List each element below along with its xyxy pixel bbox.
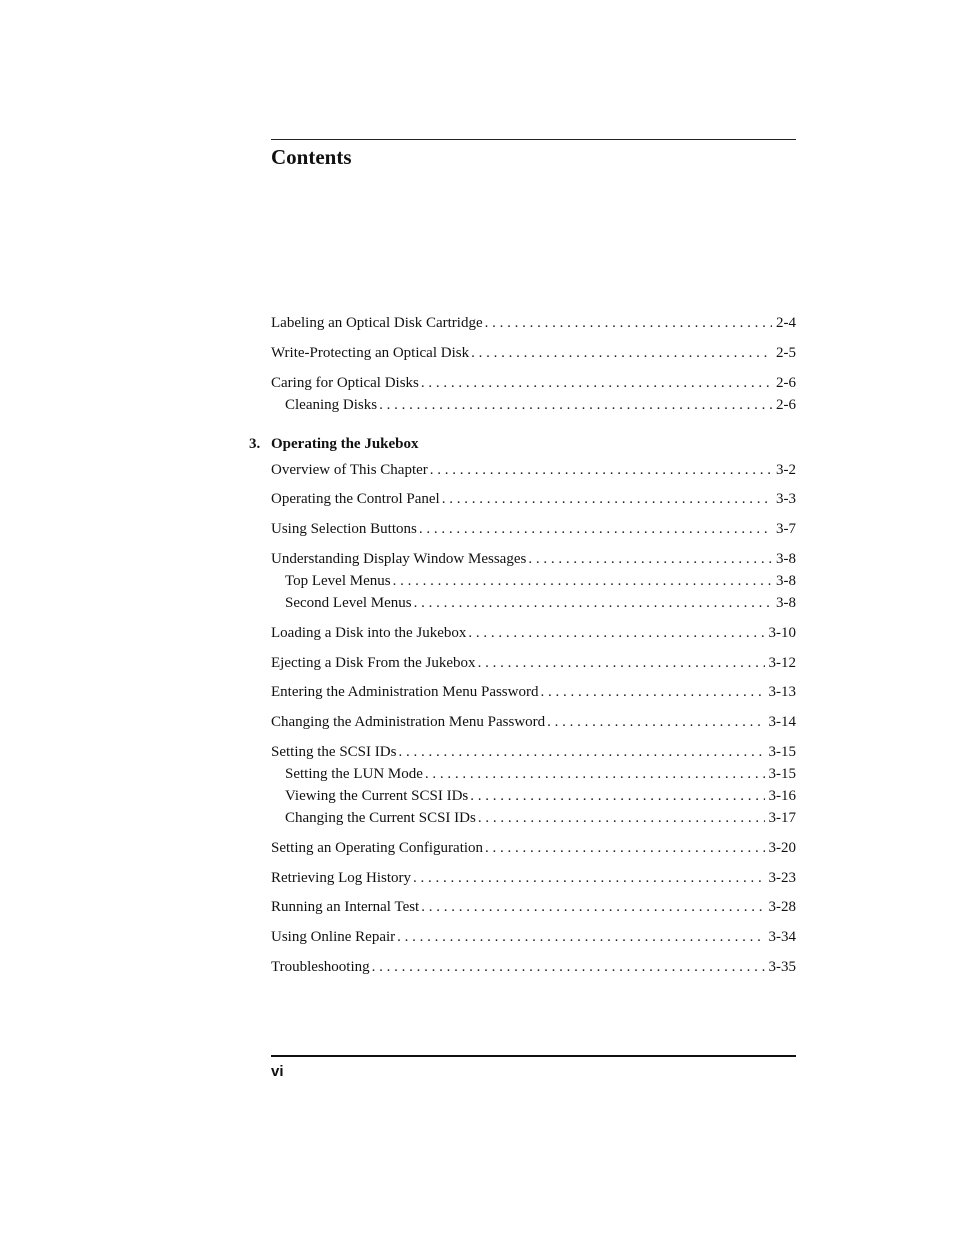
toc-entry-label: Top Level Menus bbox=[285, 572, 391, 589]
dot-leader bbox=[425, 763, 765, 785]
dot-leader bbox=[398, 741, 764, 763]
toc-entry[interactable] bbox=[271, 711, 796, 733]
dot-leader bbox=[393, 570, 772, 592]
chapter-title: Operating the Jukebox bbox=[271, 435, 419, 452]
toc-group-chapter-2 bbox=[271, 312, 796, 416]
toc-entry-page: 3-15 bbox=[768, 743, 796, 760]
toc-subentry[interactable] bbox=[285, 763, 796, 785]
toc-entry-label: Operating the Control Panel bbox=[271, 491, 440, 508]
toc-entry-label: Changing the Current SCSI IDs bbox=[285, 809, 476, 826]
toc-entry-page: 3-35 bbox=[768, 958, 796, 975]
toc-subentry[interactable] bbox=[285, 785, 796, 807]
toc-entry-page: 3-20 bbox=[768, 839, 796, 856]
toc-entry-page: 2-6 bbox=[776, 396, 796, 413]
toc-entry-label: Using Online Repair bbox=[271, 929, 396, 946]
toc-entry[interactable] bbox=[271, 837, 796, 859]
toc-entry-page: 3-34 bbox=[768, 929, 796, 946]
toc-entry-page: 3-16 bbox=[768, 787, 796, 804]
toc-entry-page: 3-10 bbox=[768, 624, 796, 641]
toc-entry[interactable] bbox=[271, 372, 796, 394]
toc-entry[interactable] bbox=[271, 312, 796, 334]
toc-entry-label: Loading a Disk into the Jukebox bbox=[271, 624, 467, 641]
toc-entry-page: 3-3 bbox=[776, 491, 796, 508]
dot-leader bbox=[547, 711, 764, 733]
toc-entry[interactable] bbox=[271, 488, 796, 510]
page-title: Contents bbox=[271, 145, 352, 169]
toc-entry[interactable] bbox=[271, 956, 796, 978]
toc-entry[interactable] bbox=[271, 342, 796, 364]
toc-entry-page: 3-15 bbox=[768, 765, 796, 782]
toc-subentry[interactable] bbox=[285, 807, 796, 829]
toc-entry-page: 3-12 bbox=[768, 654, 796, 671]
toc-entry-label: Second Level Menus bbox=[285, 594, 412, 611]
toc-entry-label: Overview of This Chapter bbox=[271, 461, 428, 478]
dot-leader bbox=[397, 926, 764, 948]
toc-entry[interactable] bbox=[271, 867, 796, 889]
toc-entry-label: Setting the SCSI IDs bbox=[271, 743, 397, 760]
footer-rule bbox=[271, 1055, 796, 1057]
dot-leader bbox=[421, 372, 772, 394]
toc-group-chapter-3 bbox=[271, 459, 796, 978]
dot-leader bbox=[421, 896, 764, 918]
dot-leader bbox=[540, 681, 764, 703]
toc-entry-page: 3-2 bbox=[776, 461, 796, 478]
toc-entry[interactable] bbox=[271, 622, 796, 644]
dot-leader bbox=[471, 342, 772, 364]
dot-leader bbox=[468, 622, 764, 644]
toc-subentry[interactable] bbox=[285, 592, 796, 614]
toc-subentry[interactable] bbox=[285, 570, 796, 592]
dot-leader bbox=[470, 785, 764, 807]
toc-entry-page: 2-4 bbox=[776, 315, 796, 331]
dot-leader bbox=[414, 592, 772, 614]
header-rule bbox=[271, 139, 796, 140]
chapter-number: 3. bbox=[249, 435, 261, 452]
toc-entry[interactable] bbox=[271, 896, 796, 918]
toc-entry-label: Understanding Display Window Messages bbox=[271, 550, 527, 567]
toc-entry-page: 3-7 bbox=[776, 521, 796, 538]
toc-entry-page: 3-17 bbox=[768, 809, 796, 826]
toc-entry[interactable] bbox=[271, 518, 796, 540]
toc-entry-page: 2-6 bbox=[776, 374, 796, 391]
toc-entry[interactable] bbox=[271, 652, 796, 674]
toc-entry-label: Using Selection Buttons bbox=[271, 521, 417, 538]
dot-leader bbox=[478, 652, 765, 674]
toc-subentry[interactable] bbox=[285, 394, 796, 416]
toc-entry-page: 3-13 bbox=[768, 684, 796, 701]
toc-entry[interactable] bbox=[271, 548, 796, 570]
table-of-contents bbox=[249, 312, 796, 978]
toc-entry-label: Setting the LUN Mode bbox=[285, 765, 423, 782]
toc-entry-label: Ejecting a Disk From the Jukebox bbox=[271, 654, 476, 671]
dot-leader bbox=[372, 956, 765, 978]
toc-entry[interactable] bbox=[271, 681, 796, 703]
toc-entry[interactable] bbox=[271, 926, 796, 948]
toc-entry-page: 2-5 bbox=[776, 344, 796, 361]
dot-leader bbox=[379, 394, 772, 416]
toc-entry-label: Cleaning Disks bbox=[285, 396, 378, 413]
footer-page-number: vi bbox=[271, 1063, 284, 1080]
chapter-heading[interactable] bbox=[249, 433, 796, 455]
dot-leader bbox=[419, 518, 772, 540]
dot-leader bbox=[485, 312, 772, 334]
toc-entry-page: 3-23 bbox=[768, 869, 796, 886]
dot-leader bbox=[485, 837, 764, 859]
toc-entry-label: Changing the Administration Menu Password bbox=[271, 714, 546, 731]
toc-entry-label: Labeling an Optical Disk Cartridge bbox=[271, 315, 483, 331]
toc-entry-page: 3-8 bbox=[776, 572, 796, 589]
toc-entry-label: Viewing the Current SCSI IDs bbox=[285, 787, 469, 804]
toc-entry-label: Retrieving Log History bbox=[271, 869, 411, 886]
toc-entry[interactable] bbox=[271, 459, 796, 481]
toc-entry-label: Caring for Optical Disks bbox=[271, 374, 419, 391]
toc-entry-page: 3-14 bbox=[768, 714, 796, 731]
toc-entry-label: Troubleshooting bbox=[271, 958, 370, 975]
dot-leader bbox=[430, 459, 772, 481]
dot-leader bbox=[413, 867, 765, 889]
dot-leader bbox=[528, 548, 772, 570]
toc-entry-page: 3-8 bbox=[776, 550, 796, 567]
toc-entry-label: Write-Protecting an Optical Disk bbox=[271, 344, 470, 361]
toc-entry-page: 3-8 bbox=[776, 594, 796, 611]
toc-entry-label: Entering the Administration Menu Password bbox=[271, 684, 539, 701]
toc-entry-label: Setting an Operating Configuration bbox=[271, 839, 484, 856]
toc-entry[interactable] bbox=[271, 741, 796, 763]
toc-entry-page: 3-28 bbox=[768, 899, 796, 916]
dot-leader bbox=[478, 807, 765, 829]
toc-entry-label: Running an Internal Test bbox=[271, 899, 420, 916]
dot-leader bbox=[442, 488, 772, 510]
